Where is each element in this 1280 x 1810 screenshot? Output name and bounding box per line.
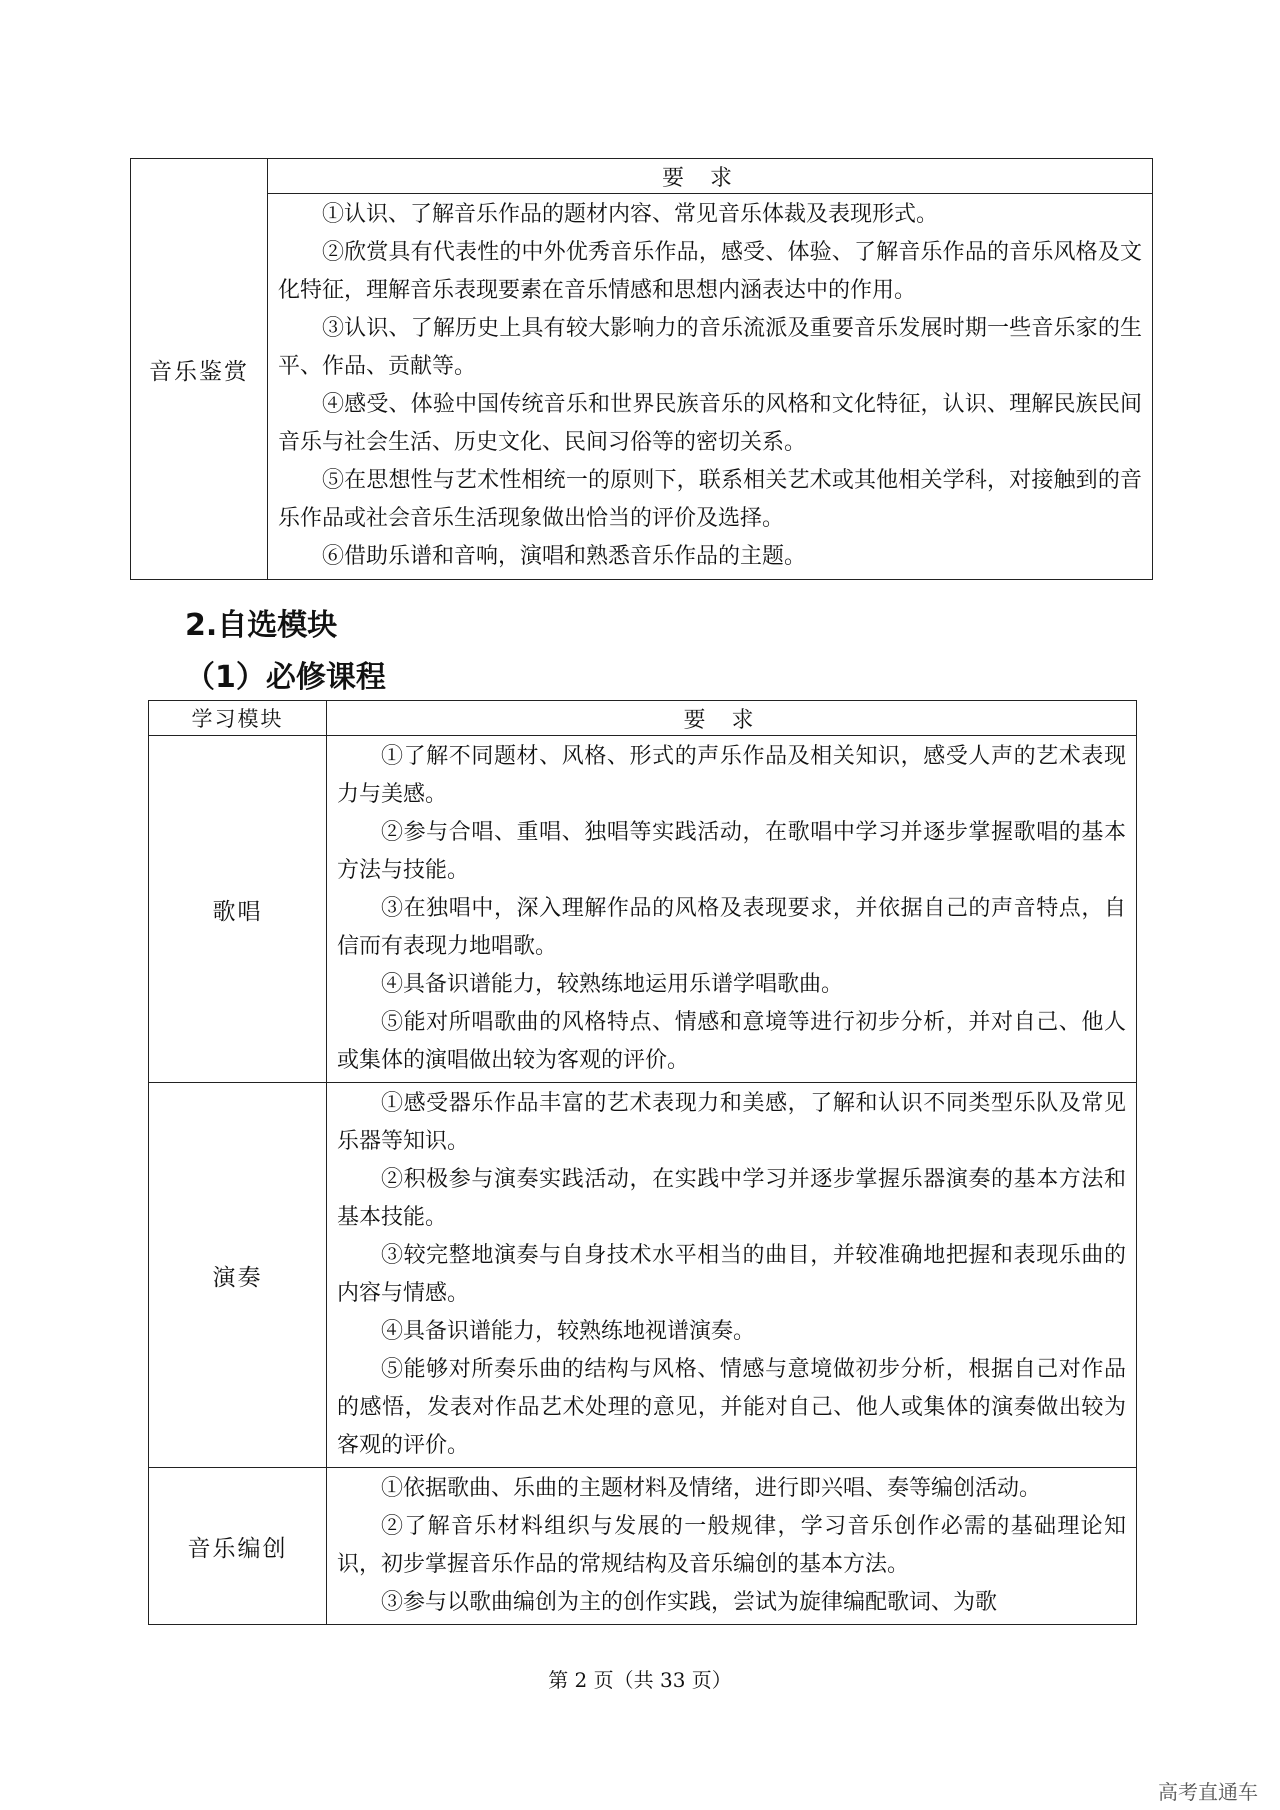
requirements-cell-singing [327, 736, 1137, 1083]
requirement-item: ②欣赏具有代表性的中外优秀音乐作品，感受、体验、了解音乐作品的音乐风格及文化特征，理解音乐表现要素在音乐情感和思想内涵表达中的作用。 [278, 240, 1142, 303]
table-required-courses [148, 700, 1137, 1625]
module-cell-singing: 歌唱 [149, 736, 327, 1083]
requirement-item: ②参与合唱、重唱、独唱等实践活动，在歌唱中学习并逐步掌握歌唱的基本方法与技能。 [337, 820, 1126, 883]
module-cell-performance: 演奏 [149, 1083, 327, 1468]
requirement-item: ⑤能对所唱歌曲的风格特点、情感和意境等进行初步分析，并对自己、他人或集体的演唱做出较为客观的评价。 [337, 1010, 1126, 1073]
requirement-item: ①认识、了解音乐作品的题材内容、常见音乐体裁及表现形式。 [322, 202, 939, 227]
section-title: 2.自选模块 [185, 608, 338, 643]
requirement-item: ③在独唱中，深入理解作品的风格及表现要求，并依据自己的声音特点，自信而有表现力地唱歌。 [337, 896, 1126, 959]
requirements-cell-composition [327, 1468, 1137, 1625]
col-header-requirements: 要求 [327, 701, 1137, 736]
requirement-item: ⑤能够对所奏乐曲的结构与风格、情感与意境做初步分析，根据自己对作品的感悟，发表对作品艺术处理的意见，并能对自己、他人或集体的演奏做出较为客观的评价。 [337, 1357, 1126, 1458]
subsection-title: （1）必修课程 [185, 660, 386, 695]
requirement-item: ④具备识谱能力，较熟练地运用乐谱学唱歌曲。 [381, 972, 844, 997]
requirement-item: ②了解音乐材料组织与发展的一般规律，学习音乐创作必需的基础理论知识，初步掌握音乐作品的常规结构及音乐编创的基本方法。 [337, 1514, 1126, 1577]
requirement-item: ①依据歌曲、乐曲的主题材料及情绪，进行即兴唱、奏等编创活动。 [381, 1476, 1042, 1501]
page-footer: 第 2 页（共 33 页） [548, 1668, 732, 1692]
requirements-header: 要求 [268, 159, 1153, 194]
requirement-item: ④感受、体验中国传统音乐和世界民族音乐的风格和文化特征，认识、理解民族民间音乐与社会生活、历史文化、民间习俗等的密切关系。 [278, 392, 1142, 455]
requirement-item: ⑥借助乐谱和音响，演唱和熟悉音乐作品的主题。 [322, 544, 807, 569]
requirement-item: ③较完整地演奏与自身技术水平相当的曲目，并较准确地把握和表现乐曲的内容与情感。 [337, 1243, 1126, 1306]
requirements-cell-performance [327, 1083, 1137, 1468]
watermark: 高考直通车 [1158, 1780, 1258, 1804]
module-cell-composition: 音乐编创 [149, 1468, 327, 1625]
requirement-item: ②积极参与演奏实践活动，在实践中学习并逐步掌握乐器演奏的基本方法和基本技能。 [337, 1167, 1126, 1230]
requirement-item: ⑤在思想性与艺术性相统一的原则下，联系相关艺术或其他相关学科，对接触到的音乐作品或社会音乐生活现象做出恰当的评价及选择。 [278, 468, 1142, 531]
requirement-item: ①感受器乐作品丰富的艺术表现力和美感，了解和认识不同类型乐队及常见乐器等知识。 [337, 1091, 1126, 1154]
requirements-cell [268, 194, 1153, 580]
col-header-module: 学习模块 [149, 701, 327, 736]
requirement-item: ③认识、了解历史上具有较大影响力的音乐流派及重要音乐发展时期一些音乐家的生平、作品、贡献等。 [278, 316, 1142, 379]
requirement-item: ③参与以歌曲编创为主的创作实践，尝试为旋律编配歌词、为歌 [381, 1590, 998, 1615]
table-music-appreciation [130, 158, 1153, 580]
requirement-item: ①了解不同题材、风格、形式的声乐作品及相关知识，感受人声的艺术表现力与美感。 [337, 744, 1126, 807]
requirement-item: ④具备识谱能力，较熟练地视谱演奏。 [381, 1319, 756, 1344]
module-cell: 音乐鉴赏 [131, 159, 268, 580]
